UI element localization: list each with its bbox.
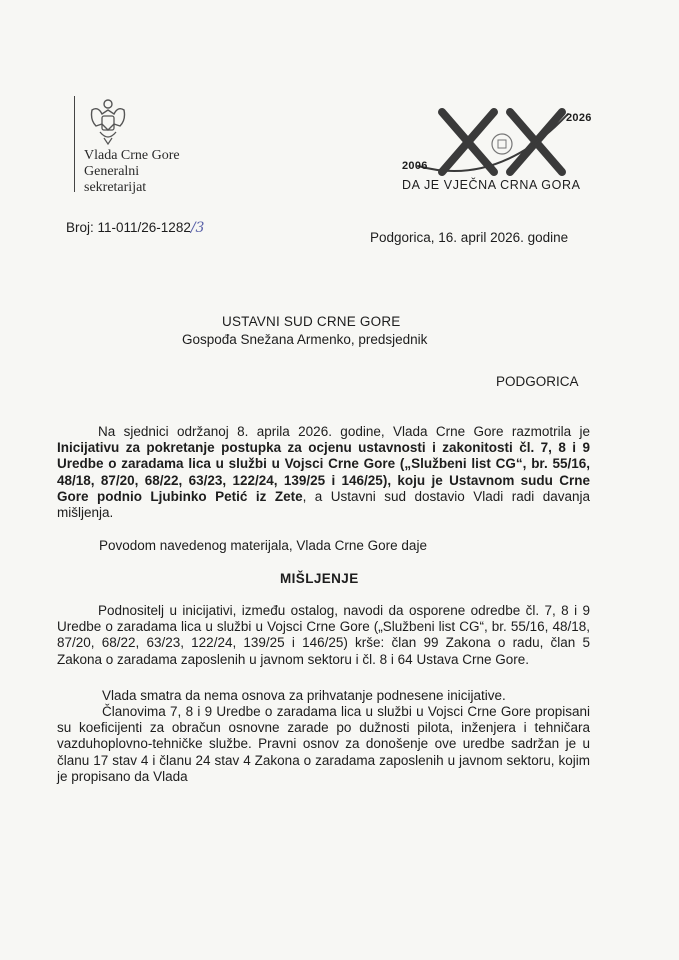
organization-name (84, 148, 180, 196)
section-heading: MIŠLJENJE (280, 571, 359, 586)
paragraph-1-intro: Na sjednici održanoj 8. aprila 2026. godine, Vlada Crne Gore razmotrila je (98, 424, 590, 439)
coat-of-arms-icon (86, 96, 130, 146)
logo-year-start: 2006 (402, 160, 428, 172)
paragraph-1-bold: Inicijativu za pokretanje postupka za ocjenu ustavnosti i zakonitosti čl. 7, 8 i 9 Uredbe o zaradama lica u službi u Vojsci Crne Gore („Službeni list CG“, br. 55/16, 48/18, 87/20, 68/22, 63/23, 122/24, 139/25 i 146/25), koju je Ustavnom sudu Crne Gore podnio Ljubinko Petić iz Zete (57, 440, 590, 504)
reference-number (66, 220, 204, 236)
paragraph-4: Vlada smatra da nema osnova za prihvatanje podnesene inicijative. (102, 688, 506, 703)
paragraph-3: Podnositelj u inicijativi, između ostalog, navodi da osporene odredbe čl. 7, 8 i 9 Uredbe o zaradama lica u službi u Vojsci Crne Gore („Službeni list CG“, br. 55/16, 48/18, 87/20, 68/22, 63/23, 122/24, 139/25 i 146/25) krše: član 99 Zakona o radu, član 5 Zakona o zaradama zaposlenih u javnom sektoru i čl. 8 i 64 Ustava Crne Gore. (57, 603, 590, 667)
paragraph-2: Povodom navedenog materijala, Vlada Crne Gore daje (99, 538, 427, 553)
logo-motto: DA JE VJEČNA CRNA GORA (402, 178, 581, 192)
paragraph-1-end: , a Ustavni sud dostavio Vladi radi davanja mišljenja. (57, 488, 590, 521)
paragraph-1 (57, 424, 590, 521)
recipient-person: Gospođa Snežana Armenko, predsjednik (182, 332, 428, 347)
recipient-institution: USTAVNI SUD CRNE GORE (222, 314, 401, 329)
recipient-city: PODGORICA (496, 374, 579, 389)
paragraph-5: Članovima 7, 8 i 9 Uredbe o zaradama lica u službi u Vojsci Crne Gore propisani su koeficijenti za obračun osnovne zarade po dužnosti pilota, inženjera i tehničara vazduhoplovno-tehničke službe. Pravni osnov za donošenje ove uredbe sadržan je u članu 17 stav 4 i članu 24 stav 4 Zakona o zaradama zaposlenih u javnom sektoru, kojim je propisano da Vlada (57, 704, 590, 784)
header-divider (74, 96, 75, 192)
document-date: Podgorica, 16. april 2026. godine (370, 230, 569, 245)
org-line-2: Generalni (84, 164, 140, 179)
org-line-1: Vlada Crne Gore (84, 148, 180, 163)
org-line-3: sekretarijat (84, 180, 147, 195)
reference-number-text: Broj: 11-011/26-1282 (66, 220, 191, 235)
logo-year-end: 2026 (566, 112, 592, 124)
handwritten-suffix: /3 (190, 220, 205, 236)
